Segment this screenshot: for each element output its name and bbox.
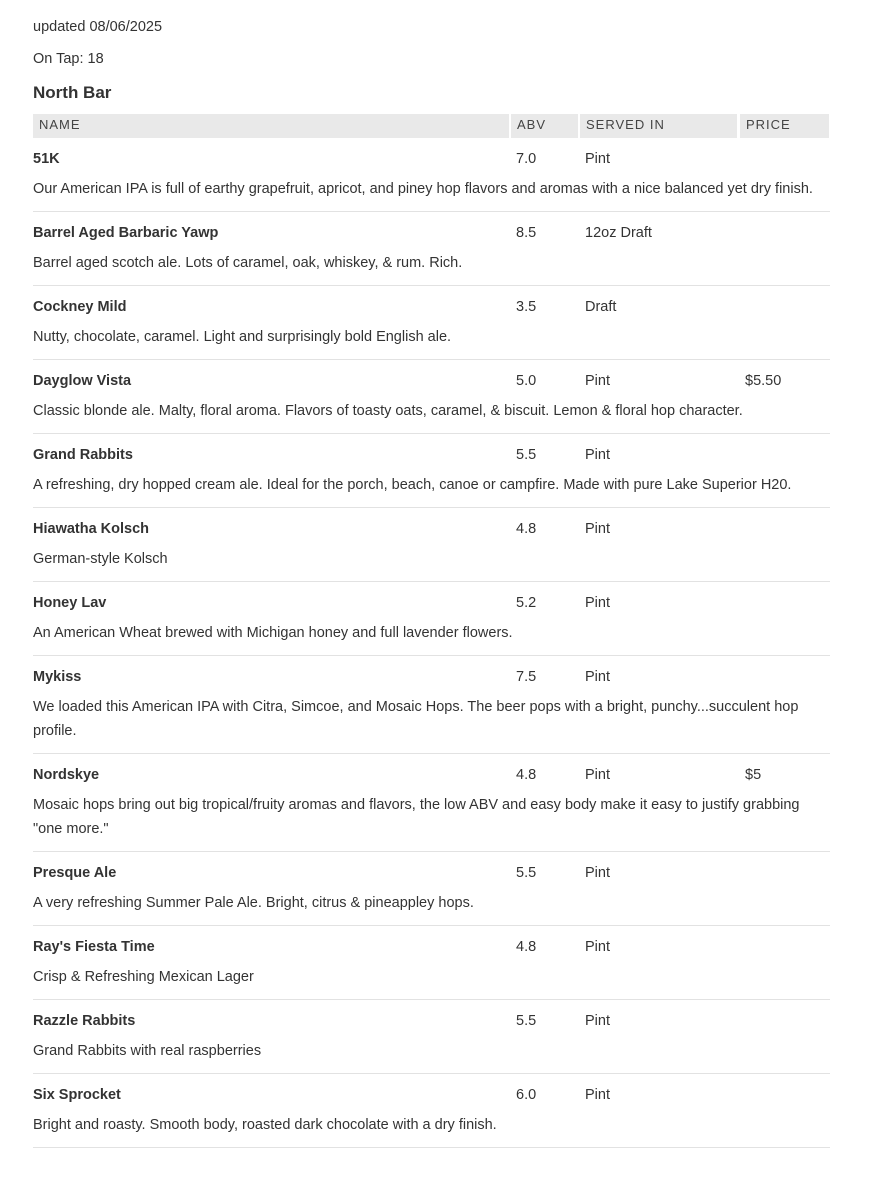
beer-description: Grand Rabbits with real raspberries [33, 1043, 262, 1059]
beer-abv: 4.8 [516, 767, 537, 783]
beer-served-in: Pint [585, 669, 610, 685]
updated-date: updated 08/06/2025 [33, 19, 163, 35]
beer-row [33, 926, 830, 1000]
beer-name: Razzle Rabbits [33, 1013, 136, 1029]
beer-row [33, 508, 830, 582]
beer-name: Presque Ale [33, 865, 117, 881]
beer-abv: 8.5 [516, 225, 537, 241]
beer-row [33, 852, 830, 926]
beer-abv: 4.8 [516, 521, 537, 537]
beer-name: Barrel Aged Barbaric Yawp [33, 225, 219, 241]
beer-price: $5 [745, 767, 762, 783]
beer-row [33, 434, 830, 508]
beer-description: Bright and roasty. Smooth body, roasted dark chocolate with a dry finish. [33, 1117, 497, 1133]
beer-description: German-style Kolsch [33, 551, 168, 567]
beer-name: 51K [33, 151, 60, 167]
beer-abv: 5.5 [516, 447, 537, 463]
table-header [33, 114, 830, 138]
beer-row [33, 212, 830, 286]
beer-served-in: Pint [585, 1087, 610, 1103]
beer-description: A refreshing, dry hopped cream ale. Ideal for the porch, beach, canoe or campfire. Made with pure Lake Superior H20. [33, 477, 792, 493]
beer-name: Ray's Fiesta Time [33, 939, 155, 955]
beer-abv: 7.5 [516, 669, 537, 685]
beer-abv: 5.5 [516, 865, 537, 881]
beer-price: $5.50 [745, 373, 782, 389]
column-header-name: NAME [33, 114, 509, 138]
beer-name: Honey Lav [33, 595, 107, 611]
beer-served-in: Pint [585, 373, 610, 389]
beer-abv: 5.0 [516, 373, 537, 389]
beer-abv: 5.2 [516, 595, 537, 611]
beer-name: Six Sprocket [33, 1087, 121, 1103]
beer-row [33, 754, 830, 852]
beer-served-in: 12oz Draft [585, 225, 652, 241]
column-header-abv: ABV [511, 114, 578, 138]
beer-description: Classic blonde ale. Malty, floral aroma. Flavors of toasty oats, caramel, & biscuit. Lemon & floral hop character. [33, 403, 743, 419]
beer-abv: 4.8 [516, 939, 537, 955]
beer-description: Mosaic hops bring out big tropical/fruity aromas and flavors, the low ABV and easy body make it easy to justify grabbing "one more." [33, 797, 800, 837]
beer-row [33, 138, 830, 212]
column-header-served-in: SERVED IN [580, 114, 737, 138]
beer-name: Mykiss [33, 669, 82, 685]
beer-served-in: Pint [585, 521, 610, 537]
beer-served-in: Pint [585, 939, 610, 955]
beer-served-in: Pint [585, 151, 610, 167]
bar-title: North Bar [33, 83, 112, 102]
column-header-price: PRICE [740, 114, 829, 138]
beer-served-in: Pint [585, 595, 610, 611]
beer-served-in: Pint [585, 447, 610, 463]
beer-name: Cockney Mild [33, 299, 127, 315]
beer-served-in: Pint [585, 865, 610, 881]
beer-abv: 5.5 [516, 1013, 537, 1029]
beer-row [33, 582, 830, 656]
beer-name: Hiawatha Kolsch [33, 521, 150, 537]
beer-row [33, 1074, 830, 1148]
beer-description: A very refreshing Summer Pale Ale. Bright, citrus & pineappley hops. [33, 895, 474, 911]
beer-description: Barrel aged scotch ale. Lots of caramel, oak, whiskey, & rum. Rich. [33, 255, 463, 271]
beer-abv: 3.5 [516, 299, 537, 315]
beer-row [33, 360, 830, 434]
beer-row [33, 1000, 830, 1074]
beer-list [33, 138, 830, 1148]
beer-description: Our American IPA is full of earthy grapefruit, apricot, and piney hop flavors and aromas with a nice balanced yet dry finish. [33, 181, 813, 197]
beer-name: Nordskye [33, 767, 100, 783]
beer-served-in: Draft [585, 299, 617, 315]
beer-description: We loaded this American IPA with Citra, Simcoe, and Mosaic Hops. The beer pops with a bright, punchy...succulent hop profile. [33, 699, 799, 739]
beer-row [33, 656, 830, 754]
on-tap-count: On Tap: 18 [33, 51, 104, 67]
beer-served-in: Pint [585, 1013, 610, 1029]
beer-name: Grand Rabbits [33, 447, 133, 463]
beer-description: Nutty, chocolate, caramel. Light and surprisingly bold English ale. [33, 329, 452, 345]
beer-abv: 6.0 [516, 1087, 537, 1103]
beer-abv: 7.0 [516, 151, 537, 167]
beer-name: Dayglow Vista [33, 373, 132, 389]
beer-description: Crisp & Refreshing Mexican Lager [33, 969, 254, 985]
beer-description: An American Wheat brewed with Michigan honey and full lavender flowers. [33, 625, 513, 641]
beer-row [33, 286, 830, 360]
beer-served-in: Pint [585, 767, 610, 783]
